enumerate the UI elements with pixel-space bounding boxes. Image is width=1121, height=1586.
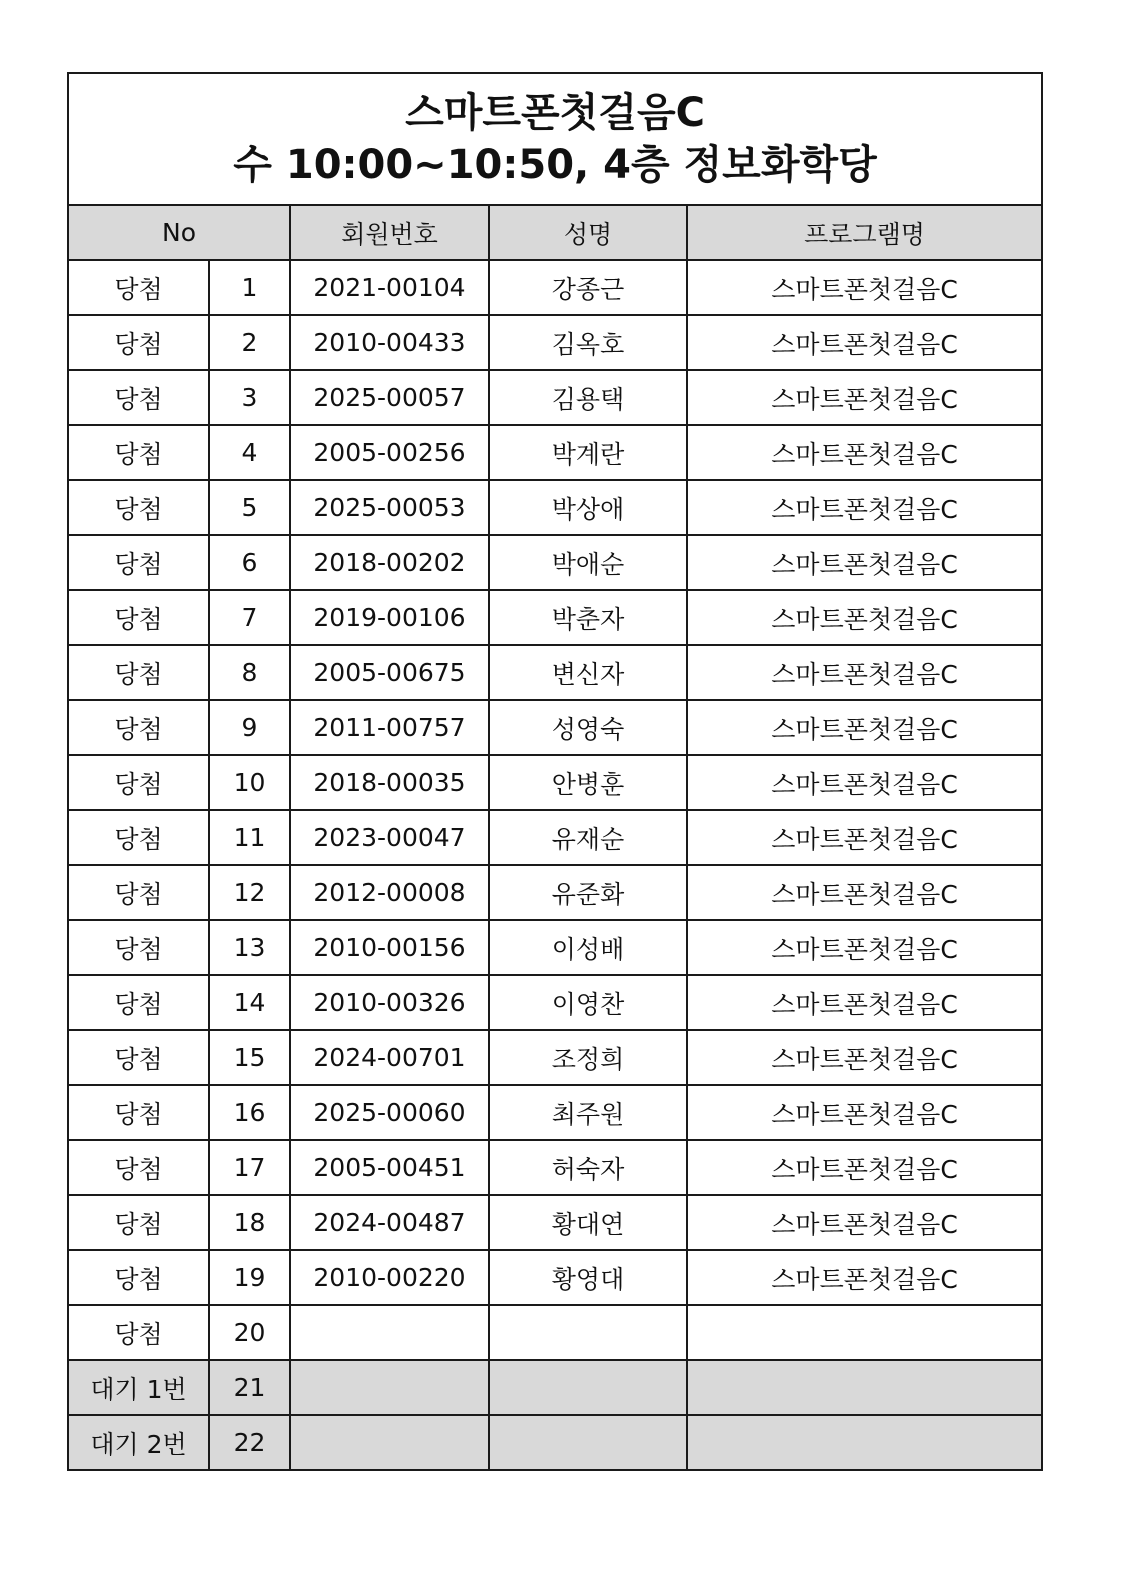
row-number: 11 [209, 810, 290, 865]
row-name: 조정희 [489, 1030, 687, 1085]
row-program: 스마트폰첫걸음C [687, 645, 1042, 700]
table-row [68, 920, 1042, 975]
row-member-id: 2005-00256 [290, 425, 489, 480]
row-status: 당첨 [68, 1085, 209, 1140]
row-name [489, 1305, 687, 1360]
row-number: 1 [209, 260, 290, 315]
waiting-row [68, 1360, 1042, 1415]
row-status: 당첨 [68, 645, 209, 700]
table-row [68, 1140, 1042, 1195]
table-row [68, 315, 1042, 370]
row-member-id: 2024-00487 [290, 1195, 489, 1250]
row-name: 변신자 [489, 645, 687, 700]
row-member-id: 2005-00451 [290, 1140, 489, 1195]
row-program: 스마트폰첫걸음C [687, 1140, 1042, 1195]
title-program-name: 스마트폰첫걸음C [405, 90, 705, 136]
row-program: 스마트폰첫걸음C [687, 920, 1042, 975]
row-number: 16 [209, 1085, 290, 1140]
row-number: 14 [209, 975, 290, 1030]
row-name: 김용택 [489, 370, 687, 425]
row-status: 당첨 [68, 1030, 209, 1085]
row-number: 22 [209, 1415, 290, 1470]
row-name: 유재순 [489, 810, 687, 865]
row-number: 19 [209, 1250, 290, 1305]
row-name: 최주원 [489, 1085, 687, 1140]
row-program: 스마트폰첫걸음C [687, 810, 1042, 865]
row-number: 17 [209, 1140, 290, 1195]
row-name: 안병훈 [489, 755, 687, 810]
row-status: 당첨 [68, 535, 209, 590]
row-status: 당첨 [68, 1195, 209, 1250]
row-status: 당첨 [68, 260, 209, 315]
header-no: No [68, 205, 290, 260]
row-number: 9 [209, 700, 290, 755]
row-program: 스마트폰첫걸음C [687, 260, 1042, 315]
row-status: 당첨 [68, 1250, 209, 1305]
row-program: 스마트폰첫걸음C [687, 480, 1042, 535]
row-status: 대기 2번 [68, 1415, 209, 1470]
row-member-id: 2012-00008 [290, 865, 489, 920]
row-number: 10 [209, 755, 290, 810]
row-name: 황대연 [489, 1195, 687, 1250]
table-row [68, 810, 1042, 865]
row-number: 18 [209, 1195, 290, 1250]
row-member-id: 2011-00757 [290, 700, 489, 755]
row-member-id: 2019-00106 [290, 590, 489, 645]
row-name: 강종근 [489, 260, 687, 315]
row-member-id: 2010-00220 [290, 1250, 489, 1305]
table-row [68, 370, 1042, 425]
header-row [68, 205, 1042, 260]
row-name: 허숙자 [489, 1140, 687, 1195]
row-number: 12 [209, 865, 290, 920]
row-member-id: 2010-00156 [290, 920, 489, 975]
row-program [687, 1360, 1042, 1415]
table-row [68, 1195, 1042, 1250]
row-program [687, 1305, 1042, 1360]
row-name: 성영숙 [489, 700, 687, 755]
row-name: 박계란 [489, 425, 687, 480]
table-row [68, 975, 1042, 1030]
row-member-id: 2018-00202 [290, 535, 489, 590]
row-status: 당첨 [68, 590, 209, 645]
row-member-id [290, 1360, 489, 1415]
row-name: 유준화 [489, 865, 687, 920]
table-row [68, 700, 1042, 755]
table-row [68, 755, 1042, 810]
row-member-id: 2024-00701 [290, 1030, 489, 1085]
row-status: 당첨 [68, 700, 209, 755]
row-program [687, 1415, 1042, 1470]
row-number: 8 [209, 645, 290, 700]
document-title [68, 73, 1042, 205]
table-row [68, 480, 1042, 535]
row-member-id: 2010-00326 [290, 975, 489, 1030]
header-program: 프로그램명 [687, 205, 1042, 260]
row-program: 스마트폰첫걸음C [687, 975, 1042, 1030]
row-member-id: 2010-00433 [290, 315, 489, 370]
row-status: 당첨 [68, 370, 209, 425]
row-member-id [290, 1305, 489, 1360]
title-row [68, 73, 1042, 205]
table-row [68, 1250, 1042, 1305]
row-number: 21 [209, 1360, 290, 1415]
lottery-result-table [67, 72, 1043, 1471]
row-name: 김옥호 [489, 315, 687, 370]
row-program: 스마트폰첫걸음C [687, 590, 1042, 645]
row-member-id: 2018-00035 [290, 755, 489, 810]
row-status: 당첨 [68, 975, 209, 1030]
table-row [68, 590, 1042, 645]
table-row [68, 645, 1042, 700]
row-status: 당첨 [68, 865, 209, 920]
row-name: 이성배 [489, 920, 687, 975]
row-program: 스마트폰첫걸음C [687, 1195, 1042, 1250]
row-program: 스마트폰첫걸음C [687, 315, 1042, 370]
row-name: 이영찬 [489, 975, 687, 1030]
header-name: 성명 [489, 205, 687, 260]
table-row [68, 865, 1042, 920]
row-status: 당첨 [68, 1305, 209, 1360]
row-status: 당첨 [68, 810, 209, 865]
row-number: 5 [209, 480, 290, 535]
table-row [68, 260, 1042, 315]
row-name [489, 1415, 687, 1470]
row-program: 스마트폰첫걸음C [687, 755, 1042, 810]
row-status: 당첨 [68, 1140, 209, 1195]
row-member-id: 2025-00057 [290, 370, 489, 425]
table-row [68, 425, 1042, 480]
row-program: 스마트폰첫걸음C [687, 1085, 1042, 1140]
table-row [68, 1030, 1042, 1085]
row-program: 스마트폰첫걸음C [687, 370, 1042, 425]
row-number: 2 [209, 315, 290, 370]
row-number: 20 [209, 1305, 290, 1360]
row-name: 박상애 [489, 480, 687, 535]
table-row [68, 1085, 1042, 1140]
row-program: 스마트폰첫걸음C [687, 425, 1042, 480]
row-member-id: 2005-00675 [290, 645, 489, 700]
title-schedule: 수 10:00~10:50, 4층 정보화학당 [233, 142, 877, 188]
row-number: 7 [209, 590, 290, 645]
table-row [68, 1305, 1042, 1360]
row-member-id: 2021-00104 [290, 260, 489, 315]
row-number: 3 [209, 370, 290, 425]
row-program: 스마트폰첫걸음C [687, 1030, 1042, 1085]
table-row [68, 535, 1042, 590]
row-name: 황영대 [489, 1250, 687, 1305]
row-member-id [290, 1415, 489, 1470]
row-program: 스마트폰첫걸음C [687, 535, 1042, 590]
row-program: 스마트폰첫걸음C [687, 1250, 1042, 1305]
row-status: 당첨 [68, 315, 209, 370]
row-member-id: 2025-00053 [290, 480, 489, 535]
row-status: 당첨 [68, 425, 209, 480]
row-status: 당첨 [68, 755, 209, 810]
row-member-id: 2023-00047 [290, 810, 489, 865]
row-name: 박애순 [489, 535, 687, 590]
row-status: 당첨 [68, 480, 209, 535]
row-name: 박춘자 [489, 590, 687, 645]
row-status: 당첨 [68, 920, 209, 975]
row-number: 13 [209, 920, 290, 975]
row-member-id: 2025-00060 [290, 1085, 489, 1140]
row-number: 4 [209, 425, 290, 480]
row-name [489, 1360, 687, 1415]
row-program: 스마트폰첫걸음C [687, 865, 1042, 920]
header-member-id: 회원번호 [290, 205, 489, 260]
waiting-row [68, 1415, 1042, 1470]
row-status: 대기 1번 [68, 1360, 209, 1415]
row-program: 스마트폰첫걸음C [687, 700, 1042, 755]
row-number: 6 [209, 535, 290, 590]
row-number: 15 [209, 1030, 290, 1085]
